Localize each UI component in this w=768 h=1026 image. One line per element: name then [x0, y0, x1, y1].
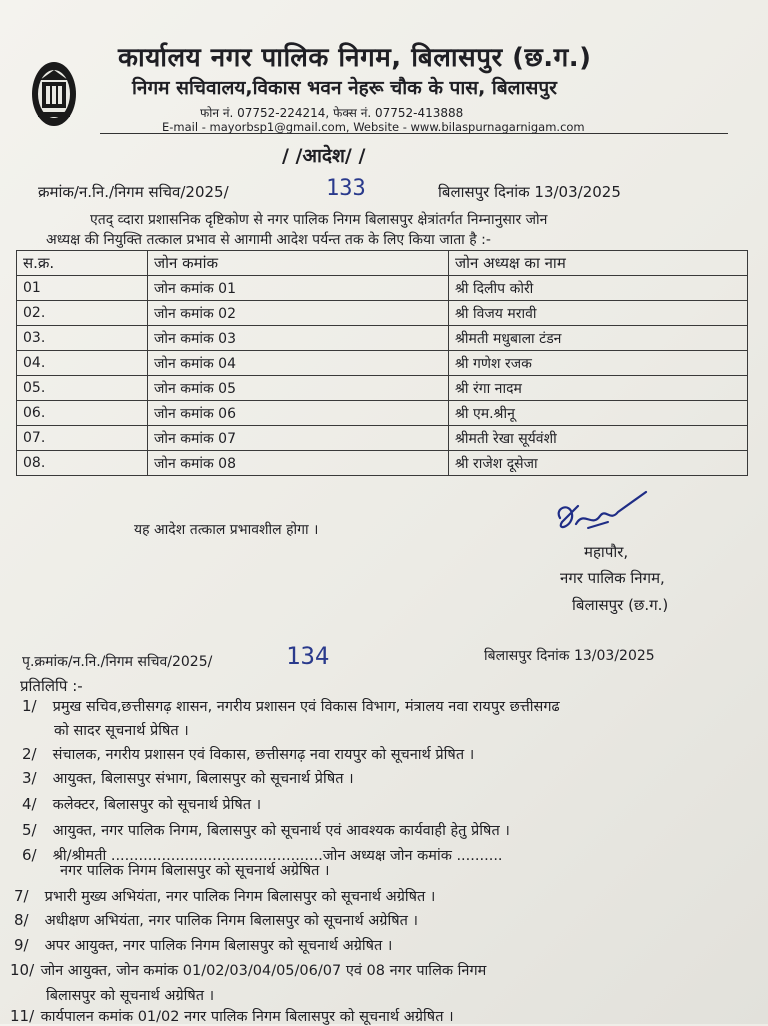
copy-item-continuation: नगर पालिक निगम बिलासपुर को सूचनार्थ अग्रेषित । [60, 863, 330, 879]
order-title: / /आदेश/ / [282, 145, 366, 167]
copy-reference: पृ.क्रमांक/न.नि./निगम सचिव/2025/ [22, 654, 213, 670]
table-row [17, 426, 748, 451]
chairperson-cell: श्री दिलीप कोरी [449, 276, 748, 301]
zone-cell: जोन कमांक 02 [148, 301, 449, 326]
copy-item-number: 7/ [14, 887, 29, 905]
copy-item-number: 6/ [22, 846, 37, 864]
serial-cell: 02. [17, 301, 148, 326]
zone-cell: जोन कमांक 01 [148, 276, 449, 301]
zone-cell: जोन कमांक 08 [148, 451, 449, 476]
table-row [17, 401, 748, 426]
chairperson-cell: श्रीमती रेखा सूर्यवंशी [449, 426, 748, 451]
copy-item [14, 910, 418, 930]
chairperson-cell: श्री एम.श्रीनू [449, 401, 748, 426]
copy-item [10, 1006, 454, 1026]
serial-cell: 06. [17, 401, 148, 426]
column-header-chairperson: जोन अध्यक्ष का नाम [449, 251, 748, 276]
copy-item-number: 2/ [22, 745, 37, 763]
copy-item-number: 11/ [10, 1007, 35, 1025]
chairperson-cell: श्री गणेश रजक [449, 351, 748, 376]
copy-item [22, 696, 560, 716]
copy-item-text: कलेक्टर, बिलासपुर को सूचनार्थ प्रेषित । [52, 797, 262, 813]
copy-item [14, 935, 392, 955]
zone-chairperson-table [16, 250, 748, 476]
chairperson-cell: श्री राजेश दूसेजा [449, 451, 748, 476]
table-row [17, 276, 748, 301]
copy-item-number: 5/ [22, 821, 37, 839]
copy-item [22, 768, 354, 788]
office-title: कार्यालय नगर पालिक निगम, बिलासपुर (छ.ग.) [118, 43, 592, 73]
copy-item-text: आयुक्त, नगर पालिक निगम, बिलासपुर को सूचनार्थ एवं आवश्यक कार्यवाही हेतु प्रेषित । [52, 823, 510, 839]
table-row [17, 326, 748, 351]
serial-cell: 05. [17, 376, 148, 401]
chairperson-cell: श्री विजय मरावी [449, 301, 748, 326]
copy-item-text: प्रमुख सचिव,छत्तीसगढ़ शासन, नगरीय प्रशासन एवं विकास विभाग, मंत्रालय नवा रायपुर छत्तीसगढ [52, 699, 560, 715]
effect-note: यह आदेश तत्काल प्रभावशील होगा । [134, 522, 319, 538]
zone-cell: जोन कमांक 05 [148, 376, 449, 401]
zone-cell: जोन कमांक 04 [148, 351, 449, 376]
order-date: बिलासपुर दिनांक 13/03/2025 [438, 183, 621, 201]
zone-cell: जोन कमांक 03 [148, 326, 449, 351]
serial-cell: 08. [17, 451, 148, 476]
column-header-serial: स.क्र. [17, 251, 148, 276]
copy-heading: प्रतिलिपि :- [20, 677, 83, 695]
chairperson-cell: श्रीमती मधुबाला टंडन [449, 326, 748, 351]
copy-item-text: संचालक, नगरीय प्रशासन एवं विकास, छत्तीसगढ़ नवा रायपुर को सूचनार्थ प्रेषित । [52, 747, 475, 763]
copy-item-number: 1/ [22, 697, 37, 715]
copy-item [22, 794, 261, 814]
copy-item-number: 4/ [22, 795, 37, 813]
copy-item-text: आयुक्त, बिलासपुर संभाग, बिलासपुर को सूचनार्थ प्रेषित । [52, 771, 354, 787]
copy-item-number: 9/ [14, 936, 29, 954]
copy-date: बिलासपुर दिनांक 13/03/2025 [484, 648, 655, 664]
signatory-city: बिलासपुर (छ.ग.) [572, 596, 669, 614]
copy-item-text: अपर आयुक्त, नगर पालिक निगम बिलासपुर को सूचनार्थ अग्रेषित । [44, 938, 393, 954]
order-paragraph-line2: अध्यक्ष की नियुक्ति तत्काल प्रभाव से आगामी आदेश पर्यन्त तक के लिए किया जाता है :- [46, 232, 491, 248]
signatory-organization: नगर पालिक निगम, [560, 569, 665, 587]
office-address: निगम सचिवालय,विकास भवन नेहरू चौक के पास, बिलासपुर [132, 77, 557, 99]
copy-item-number: 8/ [14, 911, 29, 929]
table-header-row [17, 251, 748, 276]
table-row [17, 301, 748, 326]
header-divider [100, 133, 728, 134]
table-row [17, 376, 748, 401]
copy-item-number: 3/ [22, 769, 37, 787]
copy-item [10, 960, 486, 980]
signatory-designation: महापौर, [584, 543, 629, 561]
table-row [17, 351, 748, 376]
copy-item [14, 886, 435, 906]
copy-item [22, 744, 474, 764]
copy-item-text: प्रभारी मुख्य अभियंता, नगर पालिक निगम बिलासपुर को सूचनार्थ अग्रेषित । [44, 889, 436, 905]
copy-item-text: अधीक्षण अभियंता, नगर पालिक निगम बिलासपुर को सूचनार्थ अग्रेषित । [44, 913, 418, 929]
serial-cell: 07. [17, 426, 148, 451]
zone-cell: जोन कमांक 06 [148, 401, 449, 426]
table-row [17, 451, 748, 476]
copy-item-continuation: बिलासपुर को सूचनार्थ अग्रेषित । [46, 988, 215, 1004]
serial-cell: 04. [17, 351, 148, 376]
copy-item-number: 10/ [10, 961, 35, 979]
copy-item-text: श्री/श्रीमती ..............................................जोन अध्यक्ष जोन कमांक .......... [52, 848, 503, 864]
copy-item-text: जोन आयुक्त, जोन कमांक 01/02/03/04/05/06/07 एवं 08 नगर पालिक निगम [40, 963, 487, 979]
serial-cell: 03. [17, 326, 148, 351]
copy-item-continuation: को सादर सूचनार्थ प्रेषित । [54, 723, 189, 739]
serial-cell: 01 [17, 276, 148, 301]
column-header-zone: जोन कमांक [148, 251, 449, 276]
municipal-emblem-logo [30, 60, 78, 128]
copy-item-text: कार्यपालन कमांक 01/02 नगर पालिक निगम बिलासपुर को सूचनार्थ अग्रेषित । [40, 1009, 454, 1025]
order-reference: क्रमांक/न.नि./निगम सचिव/2025/ [38, 183, 229, 201]
chairperson-cell: श्री रंगा नादम [449, 376, 748, 401]
phone-fax: फोन नं. 07752-224214, फेक्स नं. 07752-413888 [200, 106, 464, 120]
email-website: E-mail - mayorbsp1@gmail.com, Website - www.bilaspurnagarnigam.com [162, 120, 585, 134]
order-paragraph-line1: एतद् व्दारा प्रशासनिक दृष्टिकोण से नगर पालिक निगम बिलासपुर क्षेत्रांतर्गत निम्नानुसार जोन [90, 212, 548, 228]
copy-reference-number: 134 [286, 642, 330, 670]
zone-cell: जोन कमांक 07 [148, 426, 449, 451]
copy-item [22, 820, 510, 840]
order-reference-number: 133 [326, 176, 366, 201]
